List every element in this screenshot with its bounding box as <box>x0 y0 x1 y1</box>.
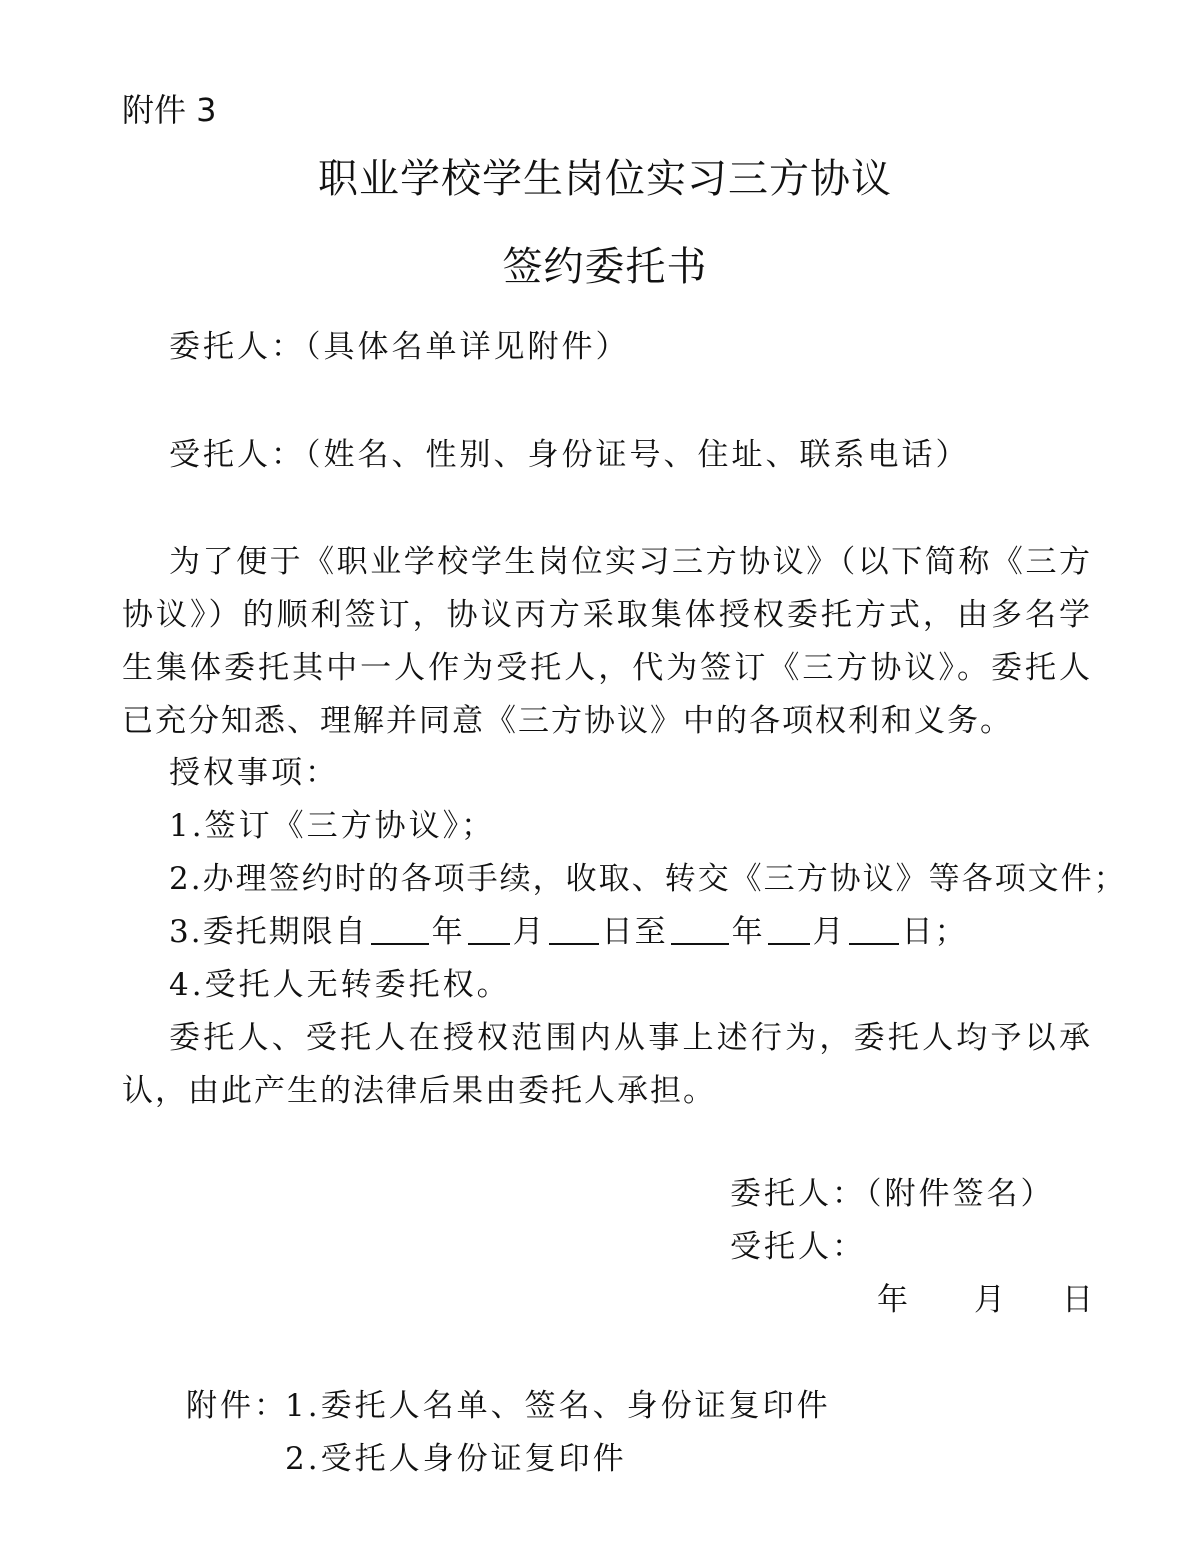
signature-year: 年 <box>877 1282 911 1318</box>
end-year-blank[interactable] <box>671 913 729 945</box>
authorization-item-2: 2.办理签约时的各项手续，收取、转交《三方协议》等各项文件； <box>169 861 1127 897</box>
document-subtitle: 签约委托书 <box>502 244 708 290</box>
signature-month: 月 <box>974 1282 1008 1318</box>
agent-line: 受托人：（姓名、性别、身份证号、住址、联系电话） <box>169 437 970 473</box>
term-prefix: 3.委托期限自 <box>169 914 368 950</box>
start-year-label: 年 <box>431 914 465 950</box>
attachments-label: 附件： <box>186 1388 288 1424</box>
closing-paragraph: 委托人、受托人在授权范围内从事上述行为，委托人均予以承认，由此产生的法律后果由委托人承担。 <box>122 1020 1092 1109</box>
document-title: 职业学校学生岗位实习三方协议 <box>318 156 892 202</box>
authorization-item-1: 1.签订《三方协议》； <box>169 808 496 844</box>
signature-day: 日 <box>1062 1282 1096 1318</box>
start-month-blank[interactable] <box>468 913 510 945</box>
start-month-label: 月 <box>512 914 546 950</box>
attachment-item-2: 2.受托人身份证复印件 <box>285 1441 627 1477</box>
attachment-item-1: 1.委托人名单、签名、身份证复印件 <box>285 1388 831 1424</box>
signature-agent: 受托人： <box>730 1229 866 1265</box>
authorization-heading: 授权事项： <box>169 755 339 791</box>
attachment-label: 附件 3 <box>122 91 217 129</box>
end-year-label: 年 <box>731 914 765 950</box>
start-day-blank[interactable] <box>549 913 599 945</box>
end-day-label: 日； <box>901 914 968 950</box>
start-year-blank[interactable] <box>371 913 429 945</box>
authorization-item-3 <box>169 907 968 957</box>
end-month-blank[interactable] <box>768 913 810 945</box>
start-day-label: 日至 <box>601 914 668 950</box>
end-day-blank[interactable] <box>849 913 899 945</box>
principal-line: 委托人：（具体名单详见附件） <box>169 329 630 365</box>
signature-principal: 委托人：（附件签名） <box>730 1176 1055 1212</box>
authorization-item-4: 4.受托人无转委托权。 <box>169 967 511 1003</box>
end-month-label: 月 <box>812 914 846 950</box>
intro-paragraph: 为了便于《职业学校学生岗位实习三方协议》（以下简称《三方协议》）的顺利签订，协议丙方采取集体授权委托方式，由多名学生集体委托其中一人作为受托人，代为签订《三方协议》。委托人已充分知悉、理解并同意《三方协议》中的各项权利和义务。 <box>122 544 1092 739</box>
